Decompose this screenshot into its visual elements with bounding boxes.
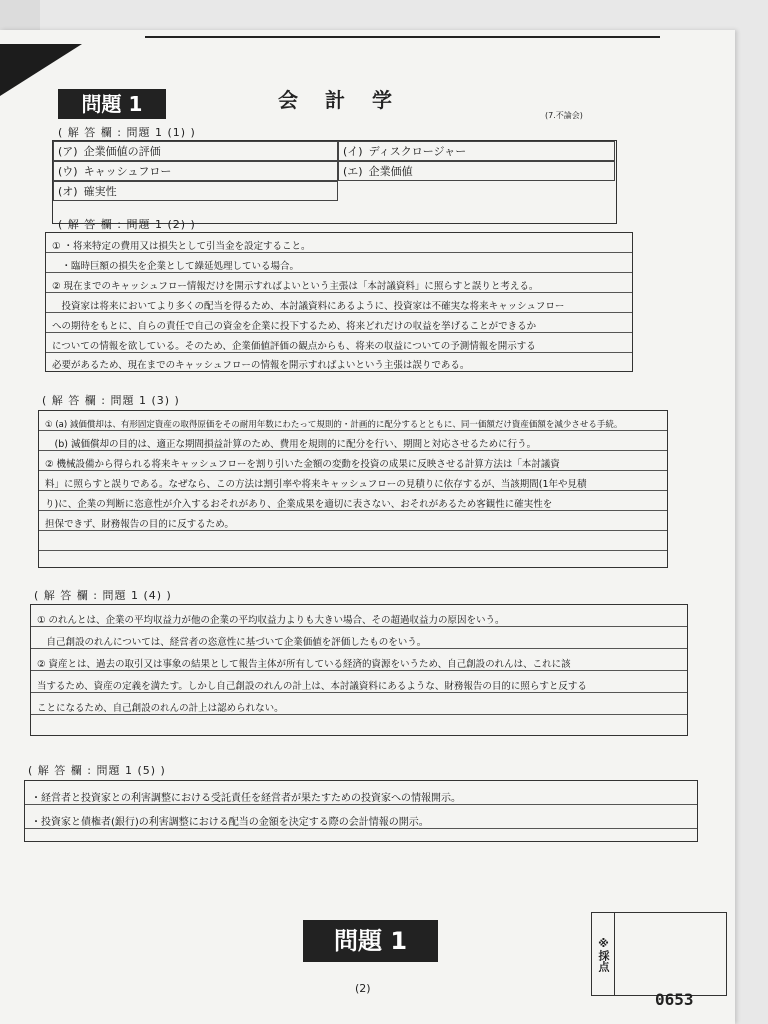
section-2-label: ( 解 答 欄 : 問題 1 (2) ) (58, 218, 196, 231)
section-4-box (30, 604, 688, 736)
answer-line: 担保できず、財務報告の目的に反するため。 (39, 511, 667, 531)
answer-line: ② 資産とは、過去の取引又は事象の結果として報告主体が所有している経済的資源をいうため、自己創設のれんは、これに該 (31, 649, 687, 671)
top-rule (145, 36, 660, 38)
section-1-label: ( 解 答 欄 : 問題 1 (1) ) (58, 126, 196, 139)
page-number: (2) (355, 982, 371, 995)
section-1-box (52, 140, 617, 224)
answer-line: 投資家は将来においてより多くの配当を得るため、本討議資料にあるように、投資家は不確実な将来キャッシュフロー (46, 293, 632, 313)
answer-line: についての情報を欲している。そのため、企業価値評価の観点からも、将来の収益についての予測情報を開示する (46, 333, 632, 353)
section-3-label: ( 解 答 欄 : 問題 1 (3) ) (42, 394, 180, 407)
answer-line: ① のれんとは、企業の平均収益力が他の企業の平均収益力よりも大きい場合、その超過収益力の原因をいう。 (31, 605, 687, 627)
score-box (591, 912, 727, 996)
answer-cell-u: (ウ) キャッシュフロー (53, 161, 338, 181)
problem-badge: 問題 1 (58, 89, 166, 119)
answer-line: ① (a) 減価償却は、有形固定資産の取得原価をその耐用年数にわたって規則的・計画的に配分するとともに、同一価額だけ資産価額を減少させる手続。 (39, 411, 667, 431)
header-note: (7.不論会) (545, 111, 583, 120)
answer-cell-i: (イ) ディスクロージャー (338, 141, 615, 161)
answer-cell-e: (エ) 企業価値 (338, 161, 615, 181)
answer-line: り)に、企業の判断に恣意性が介入するおそれがあり、企業成果を適切に表さない、おそれがあるため客観性に確実性を (39, 491, 667, 511)
section-5-box (24, 780, 698, 842)
answer-line: ② 現在までのキャッシュフロー情報だけを開示すればよいという主張は「本討議資料」に照らすと誤りと考える。 (46, 273, 632, 293)
answer-cell-a: (ア) 企業価値の評価 (53, 141, 338, 161)
answer-line: への期待をもとに、自らの責任で自己の資金を企業に投下するため、将来どれだけの収益を挙げることができるか (46, 313, 632, 333)
answer-line: ① ・将来特定の費用又は損失として引当金を設定すること。 (46, 233, 632, 253)
page-title: 会 計 学 (278, 88, 402, 112)
section-2-box (45, 232, 633, 372)
answer-sheet (0, 30, 735, 1024)
serial-number: 0653 (655, 990, 694, 1009)
score-label: ※採点 (592, 913, 615, 995)
answer-line: 料」に照らすと誤りである。なぜなら、この方法は割引率や将来キャッシュフローの見積りに依存するが、当該期間(1年や見積 (39, 471, 667, 491)
section-4-label: ( 解 答 欄 : 問題 1 (4) ) (34, 589, 172, 602)
answer-line: 必要があるため、現在までのキャッシュフローの情報を開示すればよいという主張は誤りである。 (52, 360, 470, 371)
problem-badge-footer: 問題 1 (303, 920, 438, 962)
answer-line: 当するため、資産の定義を満たす。しかし自己創設のれんの計上は、本討議資料にあるような、財務報告の目的に照らすと反する (31, 671, 687, 693)
answer-line: ことになるため、自己創設のれんの計上は認められない。 (31, 693, 687, 715)
answer-line: (b) 減価償却の目的は、適正な期間損益計算のため、費用を規則的に配分を行い、期間と対応させるために行う。 (39, 431, 667, 451)
answer-cell-o: (オ) 確実性 (53, 181, 338, 201)
blank-line (39, 531, 667, 551)
section-5-label: ( 解 答 欄 : 問題 1 (5) ) (28, 764, 166, 777)
answer-line: 自己創設のれんについては、経営者の恣意性に基づいて企業価値を評価したものをいう。 (31, 627, 687, 649)
answer-line: ・臨時巨額の損失を企業として繰延処理している場合。 (46, 253, 632, 273)
section-3-box (38, 410, 668, 568)
answer-line: ② 機械設備から得られる将来キャッシュフローを割り引いた金額の変動を投資の成果に反映させる計算方法は「本討議資 (39, 451, 667, 471)
answer-line: ・投資家と債権者(銀行)の利害調整における配当の金額を決定する際の会計情報の開示。 (25, 805, 697, 829)
answer-line: ・経営者と投資家との利害調整における受託責任を経営者が果たすための投資家への情報開示。 (25, 781, 697, 805)
